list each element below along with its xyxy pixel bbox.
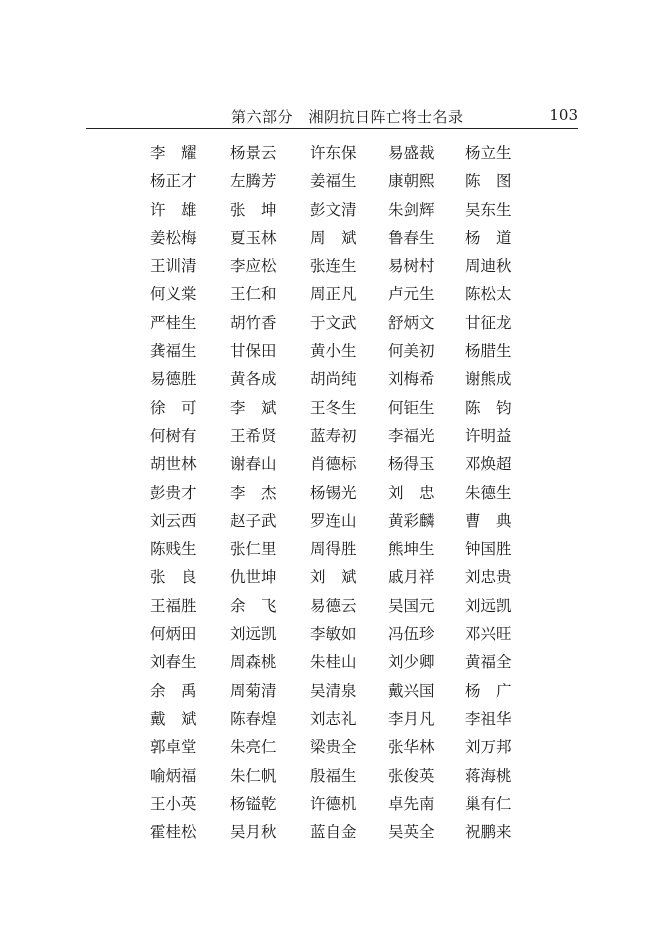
name-entry: 殷福生	[310, 766, 357, 785]
name-entry: 于文武	[310, 313, 357, 332]
name-entry: 何树有	[150, 426, 197, 445]
name-row	[150, 254, 520, 282]
name-row	[150, 509, 520, 537]
name-row	[150, 679, 520, 707]
name-entry: 严桂生	[150, 313, 197, 332]
section-title: 第六部分 湘阴抗日阵亡将士名录	[231, 108, 464, 126]
name-entry: 郭卓堂	[150, 738, 197, 757]
name-entry: 李祖华	[465, 709, 512, 728]
name-entry: 胡尚纯	[310, 370, 357, 389]
name-entry: 张俊英	[388, 766, 435, 785]
name-row	[150, 311, 520, 339]
name-entry: 周正凡	[310, 285, 357, 304]
name-entry: 蒋海桃	[465, 766, 512, 785]
name-entry: 杨景云	[230, 144, 277, 162]
name-row	[150, 481, 520, 509]
name-entry: 周菊清	[230, 681, 277, 700]
name-entry: 戴 斌	[150, 709, 197, 728]
name-entry: 曹 典	[465, 511, 512, 530]
name-entry: 吴英全	[388, 823, 435, 842]
name-row	[150, 141, 520, 169]
name-row	[150, 735, 520, 763]
name-row	[150, 282, 520, 310]
name-row	[150, 820, 520, 848]
name-entry: 杨腊生	[465, 342, 512, 361]
name-entry: 鲁春生	[388, 228, 435, 247]
name-entry: 许东保	[310, 144, 357, 162]
name-entry: 谢熊成	[465, 370, 512, 389]
name-row	[150, 537, 520, 565]
name-entry: 周迪秋	[465, 257, 512, 276]
name-entry: 吴月秋	[230, 823, 277, 842]
name-row	[150, 650, 520, 678]
name-entry: 黄小生	[310, 342, 357, 361]
name-entry: 杨立生	[465, 144, 512, 162]
name-entry: 刘云西	[150, 511, 197, 530]
page-number: 103	[549, 106, 578, 124]
name-entry: 祝鹏来	[465, 823, 512, 842]
name-entry: 李敏如	[310, 625, 357, 644]
name-entry: 蓝自金	[310, 823, 357, 842]
name-entry: 易树村	[388, 257, 435, 276]
name-entry: 夏玉林	[230, 228, 277, 247]
name-entry: 李 斌	[230, 398, 277, 417]
name-entry: 朱亮仁	[230, 738, 277, 757]
name-entry: 吴清泉	[310, 681, 357, 700]
name-entry: 张华林	[388, 738, 435, 757]
name-entry: 杨 广	[465, 681, 512, 700]
name-entry: 康朝熙	[388, 172, 435, 191]
name-entry: 陈 图	[465, 172, 512, 191]
name-entry: 谢春山	[230, 455, 277, 474]
name-entry: 彭文清	[310, 200, 357, 219]
name-entry: 吴国元	[388, 596, 435, 615]
name-entry: 何炳田	[150, 625, 197, 644]
name-entry: 卢元生	[388, 285, 435, 304]
name-entry: 刘远凯	[230, 625, 277, 644]
name-entry: 仇世坤	[230, 568, 277, 587]
name-row	[150, 198, 520, 226]
name-entry: 杨锡光	[310, 483, 357, 502]
name-entry: 刘忠贵	[465, 568, 512, 587]
name-entry: 龚福生	[150, 342, 197, 361]
name-entry: 彭贵才	[150, 483, 197, 502]
name-row	[150, 594, 520, 622]
name-entry: 熊坤生	[388, 540, 435, 559]
name-entry: 刘梅希	[388, 370, 435, 389]
name-row	[150, 764, 520, 792]
name-entry: 王冬生	[310, 398, 357, 417]
name-entry: 许 雄	[150, 200, 197, 219]
name-entry: 陈松太	[465, 285, 512, 304]
name-entry: 陈 钧	[465, 398, 512, 417]
name-entry: 邓兴旺	[465, 625, 512, 644]
name-row	[150, 226, 520, 254]
name-entry: 王训清	[150, 257, 197, 276]
name-entry: 甘征龙	[465, 313, 512, 332]
name-entry: 王仁和	[230, 285, 277, 304]
name-row	[150, 565, 520, 593]
name-entry: 杨正才	[150, 172, 197, 191]
name-entry: 钟国胜	[465, 540, 512, 559]
name-entry: 李 杰	[230, 483, 277, 502]
name-entry: 巢有仁	[465, 794, 512, 813]
name-entry: 王福胜	[150, 596, 197, 615]
name-entry: 刘 忠	[388, 483, 435, 502]
name-entry: 陈贱生	[150, 540, 197, 559]
name-entry: 周得胜	[310, 540, 357, 559]
name-entry: 黄彩麟	[388, 511, 435, 530]
name-entry: 胡竹香	[230, 313, 277, 332]
name-entry: 李 耀	[150, 144, 197, 162]
name-entry: 左腾芳	[230, 172, 277, 191]
name-entry: 姜福生	[310, 172, 357, 191]
name-entry: 易德胜	[150, 370, 197, 389]
name-entry: 李福光	[388, 426, 435, 445]
name-entry: 周 斌	[310, 228, 357, 247]
name-entry: 刘春生	[150, 653, 197, 672]
name-row	[150, 424, 520, 452]
name-entry: 戴兴国	[388, 681, 435, 700]
name-entry: 周森桃	[230, 653, 277, 672]
name-entry: 梁贵全	[310, 738, 357, 757]
name-row	[150, 622, 520, 650]
name-entry: 张仁里	[230, 540, 277, 559]
name-row	[150, 792, 520, 820]
name-entry: 何义棠	[150, 285, 197, 304]
page-header	[86, 104, 578, 129]
name-entry: 许明益	[465, 426, 512, 445]
name-entry: 杨得玉	[388, 455, 435, 474]
name-entry: 张 良	[150, 568, 197, 587]
name-entry: 赵子武	[230, 511, 277, 530]
name-entry: 肖德标	[310, 455, 357, 474]
name-entry: 许德机	[310, 794, 357, 813]
name-entry: 卓先南	[388, 794, 435, 813]
name-entry: 朱桂山	[310, 653, 357, 672]
name-entry: 王小英	[150, 794, 197, 813]
name-entry: 姜松梅	[150, 228, 197, 247]
name-entry: 喻炳福	[150, 766, 197, 785]
name-entry: 舒炳文	[388, 313, 435, 332]
name-entry: 朱剑辉	[388, 200, 435, 219]
name-entry: 胡世林	[150, 455, 197, 474]
name-entry: 黄福全	[465, 653, 512, 672]
name-entry: 朱德生	[465, 483, 512, 502]
name-entry: 刘远凯	[465, 596, 512, 615]
name-entry: 甘保田	[230, 342, 277, 361]
name-entry: 余 飞	[230, 596, 277, 615]
name-entry: 李应松	[230, 257, 277, 276]
name-entry: 罗连山	[310, 511, 357, 530]
name-entry: 李月凡	[388, 709, 435, 728]
name-entry: 何钜生	[388, 398, 435, 417]
name-entry: 戚月祥	[388, 568, 435, 587]
name-entry: 王希贤	[230, 426, 277, 445]
name-entry: 张 坤	[230, 200, 277, 219]
name-row	[150, 169, 520, 197]
name-entry: 刘万邦	[465, 738, 512, 757]
name-entry: 何美初	[388, 342, 435, 361]
name-entry: 冯伍珍	[388, 625, 435, 644]
name-entry: 刘 斌	[310, 568, 357, 587]
name-entry: 陈春煌	[230, 709, 277, 728]
name-entry: 徐 可	[150, 398, 197, 417]
name-entry: 易盛裁	[388, 144, 435, 162]
names-list	[150, 141, 520, 848]
name-row	[150, 452, 520, 480]
name-entry: 刘少卿	[388, 653, 435, 672]
name-row	[150, 707, 520, 735]
name-row	[150, 367, 520, 395]
name-entry: 杨镒乾	[230, 794, 277, 813]
name-entry: 余 禹	[150, 681, 197, 700]
name-entry: 邓焕超	[465, 455, 512, 474]
name-entry: 刘志礼	[310, 709, 357, 728]
name-entry: 霍桂松	[150, 823, 197, 842]
name-row	[150, 396, 520, 424]
name-row	[150, 339, 520, 367]
name-entry: 吴东生	[465, 200, 512, 219]
name-entry: 蓝寿初	[310, 426, 357, 445]
name-entry: 杨 道	[465, 228, 512, 247]
name-entry: 张连生	[310, 257, 357, 276]
name-entry: 黄各成	[230, 370, 277, 389]
name-entry: 朱仁帆	[230, 766, 277, 785]
name-entry: 易德云	[310, 596, 357, 615]
